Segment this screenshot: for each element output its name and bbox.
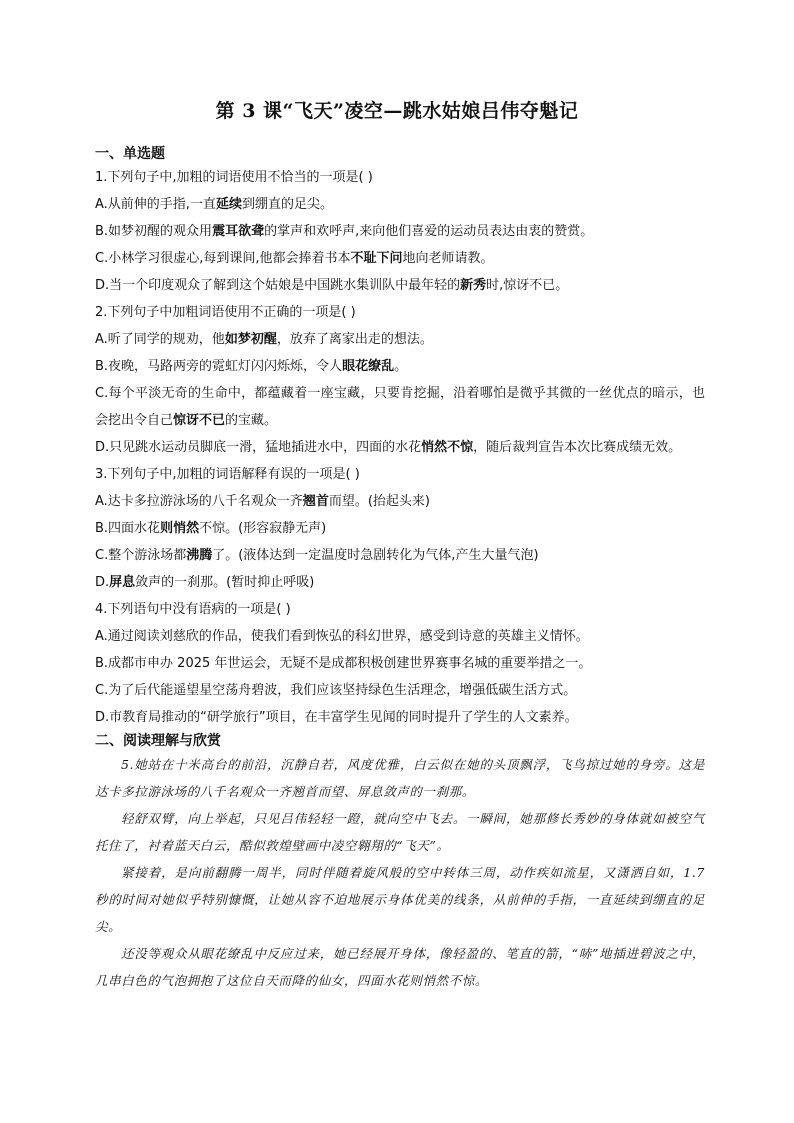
question-stem: 1.下列句子中,加粗的词语使用不恰当的一项是( ): [95, 170, 373, 185]
page-title: 第 3 课“飞天”凌空—跳水姑娘吕伟夺魁记: [215, 100, 579, 122]
option-b: [95, 353, 705, 380]
option-text: B.四面水花: [95, 521, 161, 536]
option-a: [95, 488, 705, 515]
section-heading-reading: 二、阅读理解与欣赏: [95, 733, 221, 749]
option-a: A.通过阅读刘慈欣的作品，使我们看到恢弘的科幻世界，感受到诗意的英雄主义情怀。: [95, 629, 589, 644]
bold-term: 眼花缭乱: [342, 359, 395, 374]
option-text: 了。(液体达到一定温度时急剧转化为气体,产生大量气泡): [212, 548, 539, 563]
option-text: C.每个平淡无奇的生命中，都蕴藏着一座宝藏，只要肯挖掘，沿着哪怕是微乎其微的一丝优点的暗示，也会挖出令自己: [95, 386, 705, 428]
option-c: [95, 245, 705, 272]
question-1: [95, 164, 705, 299]
passage-paragraph-1: 5.她站在十米高台的前沿，沉静自若，风度优雅，白云似在她的头顶飘浮，飞鸟掠过她的身旁。这是达卡多拉游泳场的八千名观众一齐翘首而望、屏息敛声的一刹那。: [95, 757, 705, 799]
section-heading-single-choice: 一、单选题: [95, 146, 165, 162]
option-text: 时,惊讶不已。: [486, 278, 569, 293]
bold-term: 则悄然: [160, 521, 200, 536]
bold-term: 悄然不惊: [421, 440, 474, 455]
question-stem: 3.下列句子中,加粗的词语解释有误的一项是( ): [95, 467, 360, 482]
option-text: 的宝藏。: [225, 413, 278, 428]
passage-paragraph-3: 紧接着，是向前翻腾一周半，同时伴随着旋风般的空中转体三周，动作疾如流星，又潇洒自如，1.7 秒的时间对她似乎特别慷慨，让她从容不迫地展示身体优美的线条，从前伸的手指，一直延续到绷直的足尖。: [95, 865, 705, 934]
document-content: [95, 144, 705, 994]
option-d: [95, 434, 705, 461]
question-stem: 2.下列句子中加粗词语使用不正确的一项是( ): [95, 305, 356, 320]
option-text: A.达卡多拉游泳场的八千名观众一齐: [95, 494, 303, 509]
bold-term: 新秀: [460, 278, 487, 293]
option-text: 的掌声和欢呼声,来向他们喜爱的运动员表达由衷的赞赏。: [264, 224, 594, 239]
bold-term: 震耳欲聋: [212, 224, 265, 239]
option-text: 。: [394, 359, 408, 374]
option-a: [95, 326, 705, 353]
option-text: D.: [95, 575, 110, 590]
option-text: 敛声的一刹那。(暂时抑止呼吸): [135, 575, 315, 590]
option-text: 地向老师请教。: [402, 251, 494, 266]
option-b: [95, 218, 705, 245]
option-text: 而望。(抬起头来): [328, 494, 430, 509]
bold-term: 惊讶不已: [173, 413, 226, 428]
bold-term: 延续: [215, 197, 242, 212]
option-d: [95, 272, 705, 299]
reading-passage: [95, 751, 705, 994]
option-text: D.当一个印度观众了解到这个姑娘是中国跳水集训队中最年轻的: [95, 278, 461, 293]
passage-paragraph-2: 轻舒双臂，向上举起，只见吕伟轻轻一蹬，就向空中飞去。一瞬间，她那修长秀妙的身体就如被空气托住了，衬着蓝天白云，酷似敦煌壁画中凌空翱翔的“飞天”。: [95, 811, 705, 853]
option-text: 到绷直的足尖。: [241, 197, 333, 212]
option-text: C.小林学习很虚心,每到课间,他都会捧着书本: [95, 251, 351, 266]
question-stem: 4.下列语句中没有语病的一项是( ): [95, 602, 291, 617]
question-4: [95, 596, 705, 731]
option-text: A.从前伸的手指,一直: [95, 197, 216, 212]
option-c: [95, 542, 705, 569]
option-d: [95, 569, 705, 596]
option-c: [95, 380, 705, 434]
passage-paragraph-4: 还没等观众从眼花缭乱中反应过来，她已经展开身体，像轻盈的、笔直的箭，“哧”地插进碧波之中，几串白色的气泡拥抱了这位自天而降的仙女，四面水花则悄然不惊。: [95, 946, 705, 988]
bold-term: 不耻下问: [350, 251, 403, 266]
question-2: [95, 299, 705, 461]
bold-term: 翘首: [302, 494, 329, 509]
option-text: D.只见跳水运动员脚底一滑，猛地插进水中，四面的水花: [95, 440, 422, 455]
option-text: ，放弃了离家出走的想法。: [276, 332, 433, 347]
option-a: [95, 191, 705, 218]
option-b: [95, 515, 705, 542]
bold-term: 沸腾: [186, 548, 213, 563]
question-3: [95, 461, 705, 596]
option-b: B.成都市申办 2025 年世运会，无疑不是成都积极创建世界赛事名城的重要举措之一。: [95, 656, 592, 671]
bold-term: 屏息: [109, 575, 136, 590]
option-text: B.如梦初醒的观众用: [95, 224, 213, 239]
bold-term: 如梦初醒: [224, 332, 277, 347]
option-text: ，随后裁判宣告本次比赛成绩无效。: [473, 440, 682, 455]
option-text: C.整个游泳场都: [95, 548, 187, 563]
option-text: A.听了同学的规劝，他: [95, 332, 225, 347]
option-c: C.为了后代能遥望星空荡舟碧波，我们应该坚持绿色生活理念，增强低碳生活方式。: [95, 683, 577, 698]
option-d: D.市教育局推动的“研学旅行”项目，在丰富学生见闻的同时提升了学生的人文素养。: [95, 710, 578, 725]
option-text: 不惊。(形容寂静无声): [199, 521, 327, 536]
option-text: B.夜晚，马路两旁的霓虹灯闪闪烁烁，令人: [95, 359, 343, 374]
